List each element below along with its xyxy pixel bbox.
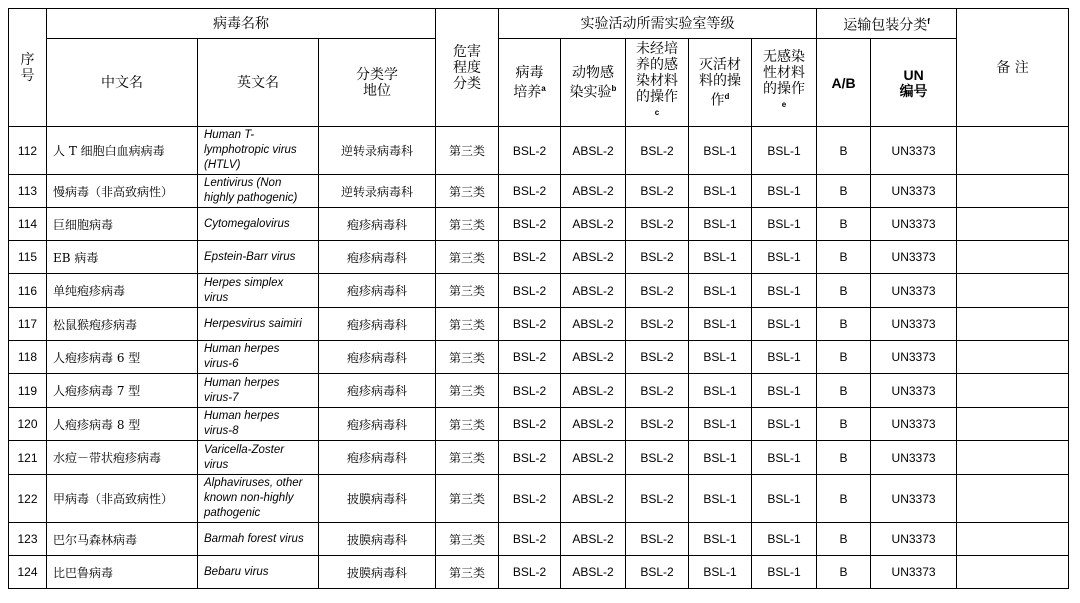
cell-hazard: 第三类 (436, 475, 499, 523)
table-row (9, 208, 1069, 241)
cell-remarks (957, 274, 1069, 308)
cell-culture: BSL-2 (499, 241, 561, 274)
cell-taxonomy: 疱疹病毒科 (319, 241, 436, 274)
cell-ab: B (817, 127, 871, 175)
row-number: 120 (9, 408, 47, 441)
cell-un: UN3373 (871, 241, 957, 274)
cell-inactivated: BSL-1 (689, 408, 752, 441)
cell-ab: B (817, 475, 871, 523)
cell-cn-name: 慢病毒（非高致病性） (47, 175, 198, 208)
cell-inactivated: BSL-1 (689, 274, 752, 308)
cell-cn-name: 人疱疹病毒 7 型 (47, 374, 198, 408)
row-number: 112 (9, 127, 47, 175)
cell-culture: BSL-2 (499, 374, 561, 408)
cell-inactivated: BSL-1 (689, 127, 752, 175)
row-number: 117 (9, 308, 47, 341)
cell-hazard: 第三类 (436, 341, 499, 374)
cell-un: UN3373 (871, 475, 957, 523)
cell-ab: B (817, 523, 871, 556)
cell-inactivated: BSL-1 (689, 441, 752, 475)
cell-uncultured: BSL-2 (626, 475, 689, 523)
table-row (9, 241, 1069, 274)
cell-taxonomy: 疱疹病毒科 (319, 441, 436, 475)
cell-uncultured: BSL-2 (626, 241, 689, 274)
cell-noninfect: BSL-1 (752, 241, 817, 274)
cell-en-name: Cytomegalovirus (198, 208, 319, 241)
cell-ab: B (817, 556, 871, 589)
cell-taxonomy: 披膜病毒科 (319, 475, 436, 523)
cell-culture: BSL-2 (499, 127, 561, 175)
table-row (9, 556, 1069, 589)
cell-cn-name: 巴尔马森林病毒 (47, 523, 198, 556)
cell-hazard: 第三类 (436, 308, 499, 341)
row-number: 121 (9, 441, 47, 475)
cell-culture: BSL-2 (499, 208, 561, 241)
cell-cn-name: 水痘－带状疱疹病毒 (47, 441, 198, 475)
cell-animal: ABSL-2 (561, 374, 626, 408)
cell-noninfect: BSL-1 (752, 374, 817, 408)
cell-animal: ABSL-2 (561, 341, 626, 374)
header-noninfect: 无感染 性材料 的操作 $^e$ (752, 39, 817, 127)
virus-classification-table (8, 8, 1069, 589)
row-number: 123 (9, 523, 47, 556)
cell-animal: ABSL-2 (561, 208, 626, 241)
cell-hazard: 第三类 (436, 556, 499, 589)
cell-animal: ABSL-2 (561, 175, 626, 208)
cell-animal: ABSL-2 (561, 475, 626, 523)
cell-en-name: Herpesvirus saimiri (198, 308, 319, 341)
cell-inactivated: BSL-1 (689, 241, 752, 274)
table-row (9, 475, 1069, 523)
cell-taxonomy: 疱疹病毒科 (319, 374, 436, 408)
cell-remarks (957, 374, 1069, 408)
cell-uncultured: BSL-2 (626, 175, 689, 208)
header-cn-name: 中文名 (47, 39, 198, 127)
header-ab: A/B (817, 39, 871, 127)
cell-ab: B (817, 175, 871, 208)
cell-hazard: 第三类 (436, 208, 499, 241)
cell-remarks (957, 408, 1069, 441)
cell-en-name: Human herpes virus-8 (198, 408, 319, 441)
cell-un: UN3373 (871, 208, 957, 241)
table-row (9, 341, 1069, 374)
cell-remarks (957, 523, 1069, 556)
cell-culture: BSL-2 (499, 441, 561, 475)
cell-remarks (957, 441, 1069, 475)
cell-uncultured: BSL-2 (626, 441, 689, 475)
cell-hazard: 第三类 (436, 175, 499, 208)
cell-un: UN3373 (871, 127, 957, 175)
cell-inactivated: BSL-1 (689, 175, 752, 208)
cell-uncultured: BSL-2 (626, 208, 689, 241)
cell-culture: BSL-2 (499, 556, 561, 589)
cell-en-name: Alphaviruses, other known non-highly pathogenic (198, 475, 319, 523)
cell-cn-name: 巨细胞病毒 (47, 208, 198, 241)
cell-noninfect: BSL-1 (752, 127, 817, 175)
table-body (9, 127, 1069, 589)
cell-ab: B (817, 374, 871, 408)
table-row (9, 127, 1069, 175)
cell-culture: BSL-2 (499, 523, 561, 556)
cell-animal: ABSL-2 (561, 241, 626, 274)
cell-hazard: 第三类 (436, 408, 499, 441)
cell-taxonomy: 披膜病毒科 (319, 556, 436, 589)
cell-noninfect: BSL-1 (752, 341, 817, 374)
cell-hazard: 第三类 (436, 441, 499, 475)
cell-noninfect: BSL-1 (752, 441, 817, 475)
cell-uncultured: BSL-2 (626, 127, 689, 175)
cell-uncultured: BSL-2 (626, 274, 689, 308)
cell-culture: BSL-2 (499, 175, 561, 208)
cell-cn-name: 单纯疱疹病毒 (47, 274, 198, 308)
cell-ab: B (817, 208, 871, 241)
cell-cn-name: 人 T 细胞白血病病毒 (47, 127, 198, 175)
row-number: 119 (9, 374, 47, 408)
row-number: 118 (9, 341, 47, 374)
header-transport: 运输包装分类$^f$ (817, 9, 957, 39)
header-taxonomy: 分类学 地位 (319, 39, 436, 127)
header-virus-name: 病毒名称 (47, 9, 436, 39)
cell-cn-name: EB 病毒 (47, 241, 198, 274)
cell-noninfect: BSL-1 (752, 408, 817, 441)
cell-en-name: Varicella-Zoster virus (198, 441, 319, 475)
cell-cn-name: 松鼠猴疱疹病毒 (47, 308, 198, 341)
cell-culture: BSL-2 (499, 308, 561, 341)
cell-inactivated: BSL-1 (689, 374, 752, 408)
row-number: 113 (9, 175, 47, 208)
cell-uncultured: BSL-2 (626, 341, 689, 374)
cell-remarks (957, 175, 1069, 208)
cell-inactivated: BSL-1 (689, 556, 752, 589)
cell-ab: B (817, 308, 871, 341)
cell-inactivated: BSL-1 (689, 341, 752, 374)
cell-culture: BSL-2 (499, 408, 561, 441)
row-number: 116 (9, 274, 47, 308)
header-uncultured: 未经培 养的感 染材料 的操作 $^c$ (626, 39, 689, 127)
cell-animal: ABSL-2 (561, 127, 626, 175)
cell-taxonomy: 披膜病毒科 (319, 523, 436, 556)
cell-uncultured: BSL-2 (626, 308, 689, 341)
cell-noninfect: BSL-1 (752, 308, 817, 341)
cell-noninfect: BSL-1 (752, 475, 817, 523)
cell-en-name: Bebaru virus (198, 556, 319, 589)
header-seq: 序 号 (9, 9, 47, 127)
cell-animal: ABSL-2 (561, 308, 626, 341)
cell-en-name: Barmah forest virus (198, 523, 319, 556)
cell-un: UN3373 (871, 308, 957, 341)
cell-hazard: 第三类 (436, 523, 499, 556)
cell-hazard: 第三类 (436, 241, 499, 274)
cell-animal: ABSL-2 (561, 441, 626, 475)
cell-cn-name: 比巴鲁病毒 (47, 556, 198, 589)
cell-en-name: Human T- lymphotropic virus (HTLV) (198, 127, 319, 175)
cell-hazard: 第三类 (436, 374, 499, 408)
header-inactivated: 灭活材 料的操 作$^d$ (689, 39, 752, 127)
table-row (9, 441, 1069, 475)
cell-ab: B (817, 241, 871, 274)
cell-culture: BSL-2 (499, 274, 561, 308)
table-row (9, 308, 1069, 341)
cell-cn-name: 人疱疹病毒 8 型 (47, 408, 198, 441)
cell-en-name: Herpes simplex virus (198, 274, 319, 308)
cell-un: UN3373 (871, 556, 957, 589)
cell-remarks (957, 308, 1069, 341)
cell-un: UN3373 (871, 523, 957, 556)
cell-inactivated: BSL-1 (689, 208, 752, 241)
cell-ab: B (817, 441, 871, 475)
cell-un: UN3373 (871, 175, 957, 208)
row-number: 115 (9, 241, 47, 274)
table-row (9, 523, 1069, 556)
cell-taxonomy: 疱疹病毒科 (319, 308, 436, 341)
cell-un: UN3373 (871, 341, 957, 374)
cell-remarks (957, 475, 1069, 523)
cell-ab: B (817, 408, 871, 441)
cell-animal: ABSL-2 (561, 408, 626, 441)
cell-uncultured: BSL-2 (626, 523, 689, 556)
row-number: 114 (9, 208, 47, 241)
table-row (9, 274, 1069, 308)
header-un: UN 编号 (871, 39, 957, 127)
header-animal: 动物感 染实验$^b$ (561, 39, 626, 127)
cell-culture: BSL-2 (499, 475, 561, 523)
cell-noninfect: BSL-1 (752, 523, 817, 556)
cell-hazard: 第三类 (436, 127, 499, 175)
cell-noninfect: BSL-1 (752, 175, 817, 208)
cell-un: UN3373 (871, 408, 957, 441)
cell-ab: B (817, 341, 871, 374)
cell-taxonomy: 疱疹病毒科 (319, 274, 436, 308)
cell-taxonomy: 疱疹病毒科 (319, 341, 436, 374)
cell-un: UN3373 (871, 441, 957, 475)
cell-remarks (957, 208, 1069, 241)
cell-culture: BSL-2 (499, 341, 561, 374)
cell-taxonomy: 疱疹病毒科 (319, 208, 436, 241)
cell-inactivated: BSL-1 (689, 308, 752, 341)
header-remarks: 备 注 (957, 9, 1069, 127)
cell-noninfect: BSL-1 (752, 556, 817, 589)
cell-remarks (957, 556, 1069, 589)
row-number: 122 (9, 475, 47, 523)
cell-un: UN3373 (871, 274, 957, 308)
cell-en-name: Human herpes virus-6 (198, 341, 319, 374)
cell-noninfect: BSL-1 (752, 208, 817, 241)
cell-taxonomy: 逆转录病毒科 (319, 175, 436, 208)
cell-uncultured: BSL-2 (626, 408, 689, 441)
cell-noninfect: BSL-1 (752, 274, 817, 308)
cell-animal: ABSL-2 (561, 274, 626, 308)
cell-uncultured: BSL-2 (626, 374, 689, 408)
cell-remarks (957, 127, 1069, 175)
cell-en-name: Lentivirus (Non highly pathogenic) (198, 175, 319, 208)
cell-taxonomy: 逆转录病毒科 (319, 127, 436, 175)
cell-inactivated: BSL-1 (689, 523, 752, 556)
header-culture: 病毒 培养$^a$ (499, 39, 561, 127)
cell-uncultured: BSL-2 (626, 556, 689, 589)
document-page (8, 8, 1069, 589)
cell-cn-name: 甲病毒（非高致病性） (47, 475, 198, 523)
cell-hazard: 第三类 (436, 274, 499, 308)
cell-cn-name: 人疱疹病毒 6 型 (47, 341, 198, 374)
row-number: 124 (9, 556, 47, 589)
table-row (9, 175, 1069, 208)
header-hazard: 危害 程度 分类 (436, 9, 499, 127)
cell-un: UN3373 (871, 374, 957, 408)
cell-en-name: Epstein-Barr virus (198, 241, 319, 274)
cell-en-name: Human herpes virus-7 (198, 374, 319, 408)
table-row (9, 374, 1069, 408)
cell-remarks (957, 341, 1069, 374)
header-lab-level: 实验活动所需实验室等级 (499, 9, 817, 39)
cell-animal: ABSL-2 (561, 556, 626, 589)
header-en-name: 英文名 (198, 39, 319, 127)
table-header (9, 9, 1069, 127)
table-row (9, 408, 1069, 441)
cell-taxonomy: 疱疹病毒科 (319, 408, 436, 441)
cell-inactivated: BSL-1 (689, 475, 752, 523)
cell-ab: B (817, 274, 871, 308)
cell-animal: ABSL-2 (561, 523, 626, 556)
cell-remarks (957, 241, 1069, 274)
